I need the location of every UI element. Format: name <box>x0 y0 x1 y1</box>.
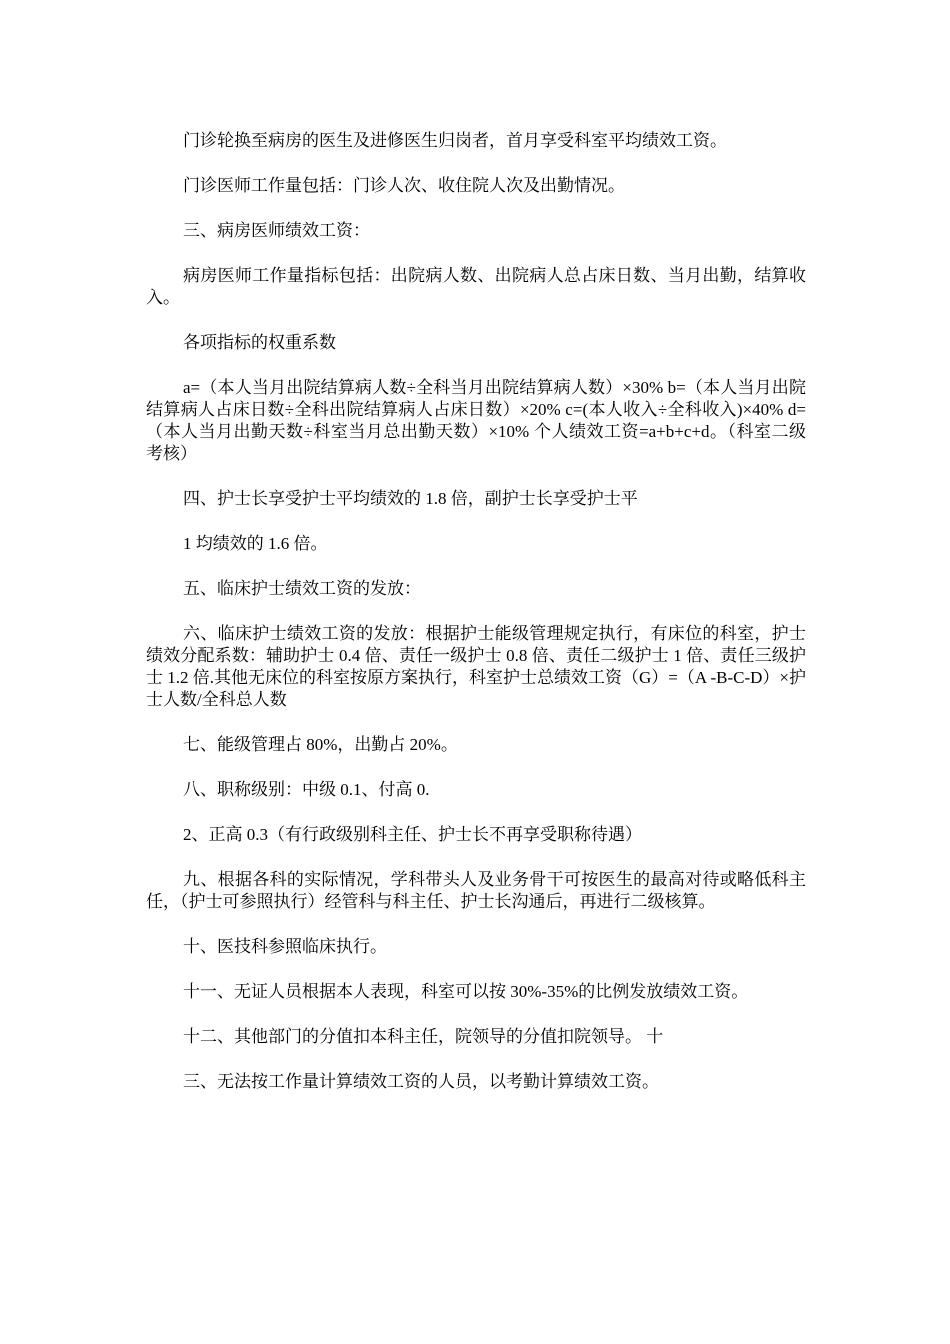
paragraph-level-management: 七、能级管理占 80%，出勤占 20%。 <box>183 735 458 754</box>
heading-nurse-pay: 五、临床护士绩效工资的发放： <box>183 579 421 598</box>
heading-ward-physician-pay: 三、病房医师绩效工资： <box>183 221 370 240</box>
heading-weight-coefficients: 各项指标的权重系数 <box>183 333 336 352</box>
paragraph-outpatient-workload: 门诊医师工作量包括：门诊人次、收住院人次及出勤情况。 <box>183 176 625 195</box>
document-body <box>146 130 806 1116</box>
paragraph-uncertified-staff: 十一、无证人员根据本人表现，科室可以按 30%-35%的比例发放绩效工资。 <box>183 982 749 1001</box>
paragraph-formula: a=（本人当月出院结算病人数÷全科当月出院结算病人数）×30% b=（本人当月出院结算病人占床日数÷全科出院结算病人占床日数）×20% c=(本人收入÷全科收入)×40% d=（本人当月出勤天数÷科室当月总出勤天数）×10% 个人绩效工资=a+b+c+d。（科室二级考核） <box>146 378 806 463</box>
paragraph-head-nurse: 四、护士长享受护士平均绩效的 1.8 倍，副护士长享受护士平 <box>183 489 638 508</box>
paragraph-other-departments: 十二、其他部门的分值扣本科主任，院领导的分值扣院领导。 十 <box>183 1027 664 1046</box>
paragraph-discipline-leader: 九、根据各科的实际情况，学科带头人及业务骨干可按医生的最高对待或略低科主任，（护士可参照执行）经管科与科主任、护士长沟通后，再进行二级核算。 <box>146 870 806 911</box>
paragraph-nurse-coefficients: 六、临床护士绩效工资的发放：根据护士能级管理规定执行，有床位的科室，护士绩效分配系数：辅助护士 0.4 倍、责任一级护士 0.8 倍、责任二级护士 1 倍、责任三级护士 1.2 倍.其他无床位的科室按原方案执行，科室护士总绩效工资（G）=（A -B-C-D）×护士人数/全科总人数 <box>146 624 806 709</box>
paragraph-outpatient-rotation: 门诊轮换至病房的医生及进修医生归岗者，首月享受科室平均绩效工资。 <box>183 131 727 150</box>
paragraph-medical-tech: 十、医技科参照临床执行。 <box>183 937 387 956</box>
paragraph-title-level-cont: 2、正高 0.3（有行政级别科主任、护士长不再享受职称待遇） <box>183 825 642 844</box>
paragraph-head-nurse-cont: 1 均绩效的 1.6 倍。 <box>183 534 328 553</box>
paragraph-ward-workload: 病房医师工作量指标包括：出院病人数、出院病人总占床日数、当月出勤，结算收入。 <box>146 266 806 307</box>
paragraph-title-level: 八、职称级别：中级 0.1、付高 0. <box>183 780 430 799</box>
paragraph-attendance-based: 三、无法按工作量计算绩效工资的人员，以考勤计算绩效工资。 <box>183 1072 659 1091</box>
